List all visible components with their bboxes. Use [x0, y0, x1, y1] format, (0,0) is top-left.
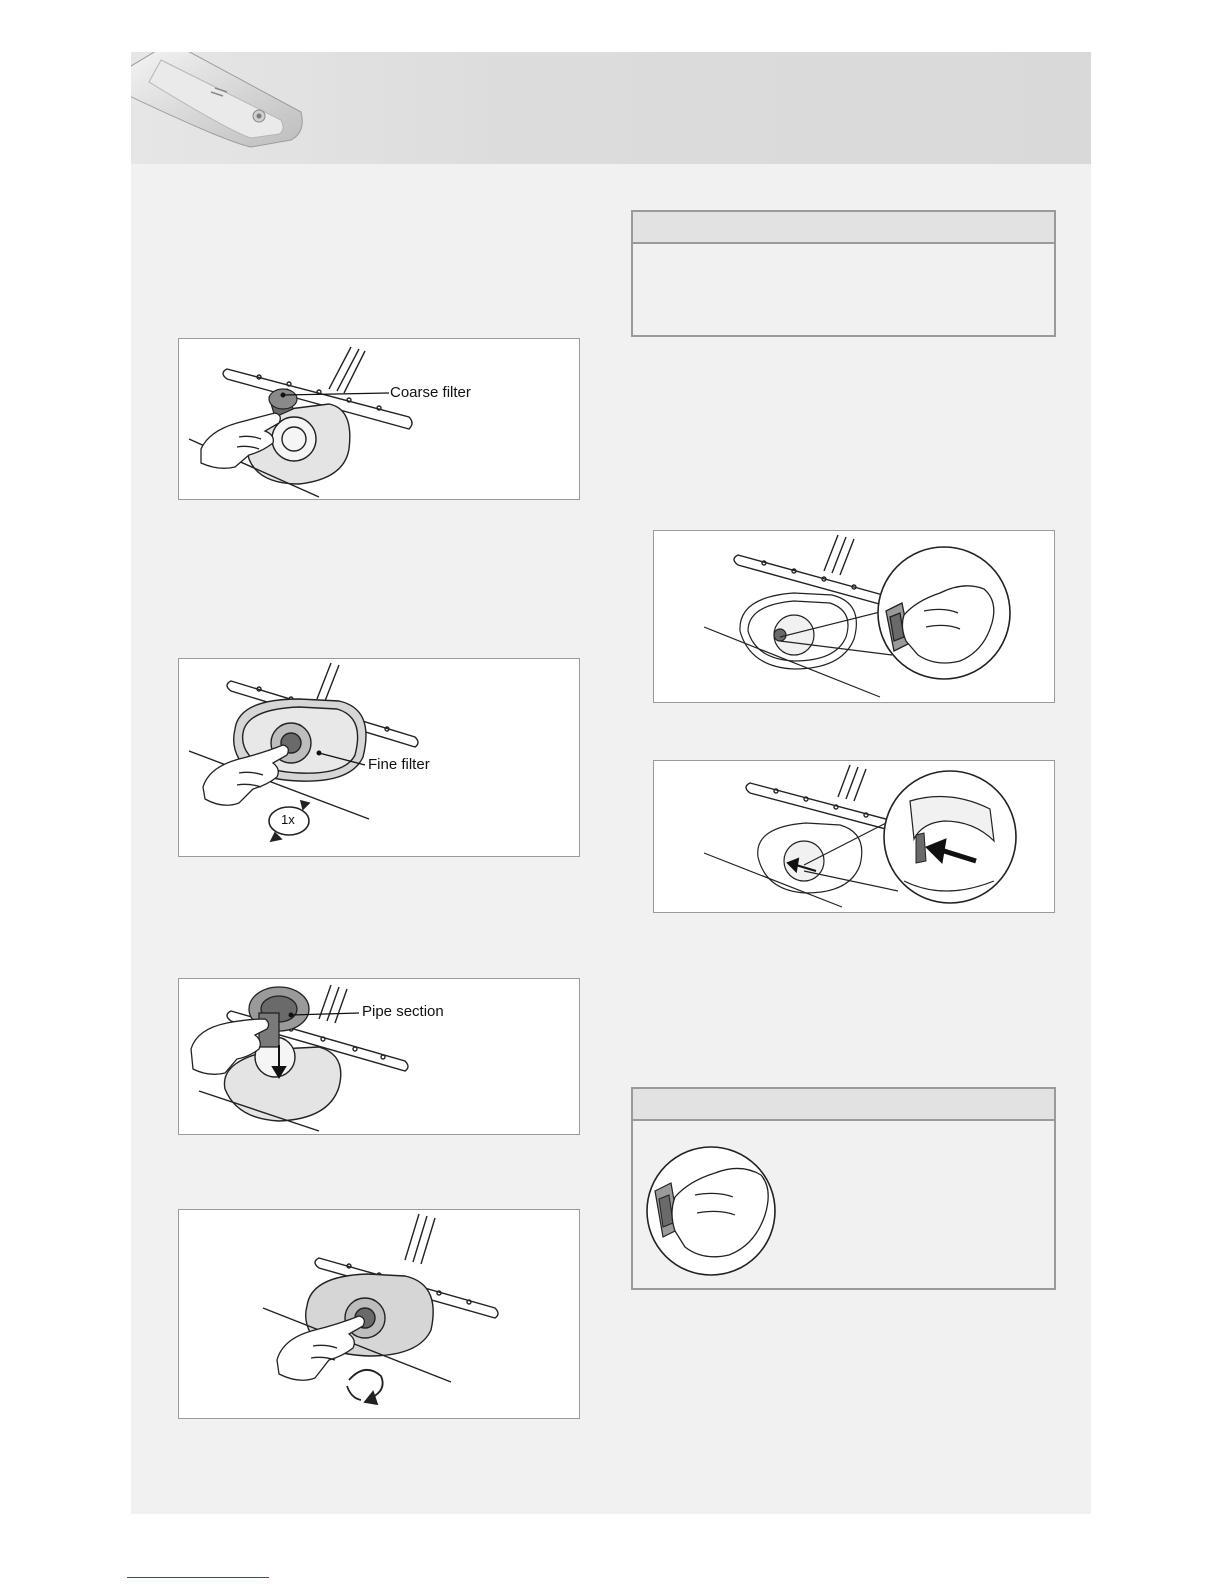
note-box-top: [631, 210, 1056, 337]
coarse-filter-callout: Coarse filter: [390, 384, 471, 401]
header-product-image: [131, 52, 1091, 164]
header-band: [131, 52, 1091, 164]
figure-clip-detail: [653, 530, 1055, 703]
note-box-bottom: [631, 1087, 1056, 1290]
figure-pipe-section: [178, 978, 580, 1135]
clip-detail-icon: [641, 1141, 781, 1281]
figure-reinsert-filter: [178, 1209, 580, 1419]
rotation-arrow-icon: [347, 1370, 383, 1404]
turn-count-label: 1x: [281, 812, 295, 827]
figure-coarse-filter: [178, 338, 580, 500]
note-box-bottom-header: [633, 1089, 1054, 1121]
fine-filter-callout: Fine filter: [368, 756, 430, 773]
note-box-top-header: [633, 212, 1054, 244]
figure-fine-filter: [178, 658, 580, 857]
filter-basin-icon: [704, 823, 862, 907]
figure-arrow-alignment: [653, 760, 1055, 913]
filter-basin-icon: [704, 593, 880, 697]
footer-link-underline: [127, 1577, 269, 1578]
pipe-section-callout: Pipe section: [362, 1003, 444, 1020]
